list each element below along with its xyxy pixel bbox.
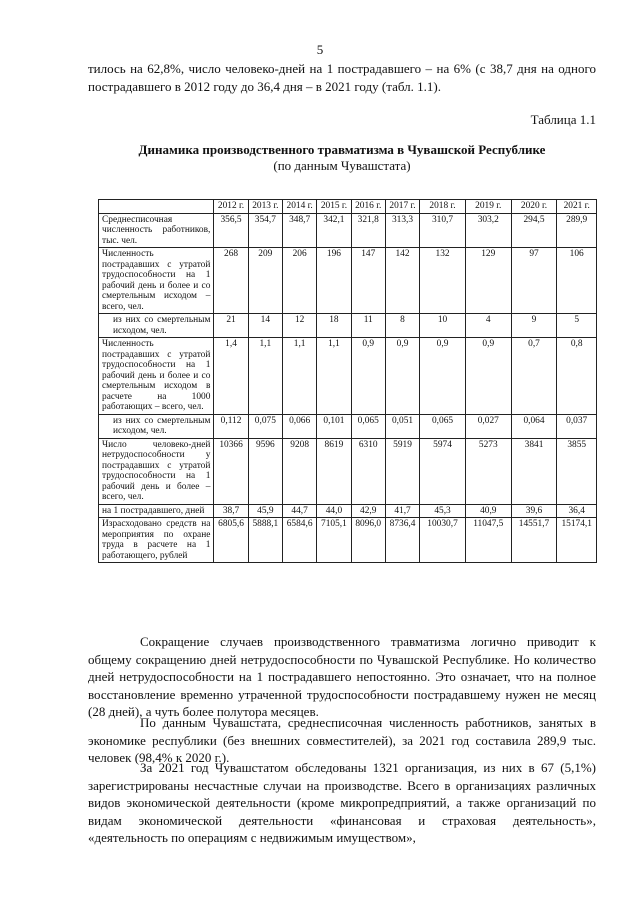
cell-value: 0,7	[511, 338, 557, 415]
cell-value: 0,065	[420, 414, 466, 438]
table-header-row	[99, 200, 597, 214]
cell-value: 9596	[248, 438, 282, 504]
cell-value: 129	[465, 248, 511, 314]
cell-value: 321,8	[351, 213, 385, 248]
injury-dynamics-table	[98, 199, 597, 563]
cell-value: 0,8	[557, 338, 597, 415]
cell-value: 11	[351, 314, 385, 338]
cell-value: 5	[557, 314, 597, 338]
cell-value: 10030,7	[420, 518, 466, 563]
header-empty	[99, 200, 214, 214]
cell-value: 132	[420, 248, 466, 314]
cell-value: 7105,1	[317, 518, 351, 563]
cell-value: 6805,6	[214, 518, 248, 563]
row-label: Израсходовано средств на мероприятия по охране труда в расчете на 1 работающего, рублей	[99, 518, 214, 563]
table-row	[99, 338, 597, 415]
table-label: Таблица 1.1	[530, 112, 596, 127]
cell-value: 1,1	[317, 338, 351, 415]
table-title: Динамика производственного травматизма в Чувашской Республике	[138, 142, 546, 157]
table-row	[99, 504, 597, 518]
table-subtitle: (по данным Чувашстата)	[273, 158, 411, 173]
cell-value: 8	[385, 314, 419, 338]
cell-value: 45,9	[248, 504, 282, 518]
cell-value: 342,1	[317, 213, 351, 248]
cell-value: 0,064	[511, 414, 557, 438]
cell-value: 5888,1	[248, 518, 282, 563]
cell-value: 313,3	[385, 213, 419, 248]
cell-value: 0,051	[385, 414, 419, 438]
header-year: 2017 г.	[385, 200, 419, 214]
cell-value: 206	[282, 248, 316, 314]
cell-value: 40,9	[465, 504, 511, 518]
cell-value: 147	[351, 248, 385, 314]
cell-value: 348,7	[282, 213, 316, 248]
cell-value: 10	[420, 314, 466, 338]
cell-value: 9	[511, 314, 557, 338]
cell-value: 21	[214, 314, 248, 338]
cell-value: 8736,4	[385, 518, 419, 563]
table-row	[99, 438, 597, 504]
cell-value: 0,112	[214, 414, 248, 438]
table-row	[99, 414, 597, 438]
body-paragraph: По данным Чувашстата, среднесписочная численность работников, занятых в экономике республики (без внешних совместителей), за 2021 год составила 289,9 тыс. человек (98,4% к 2020 г.).	[88, 715, 596, 765]
cell-value: 45,3	[420, 504, 466, 518]
page-number: 5	[316, 42, 324, 57]
cell-value: 41,7	[385, 504, 419, 518]
cell-value: 42,9	[351, 504, 385, 518]
cell-value: 8619	[317, 438, 351, 504]
cell-value: 0,027	[465, 414, 511, 438]
row-label: Численность пострадавших с утратой трудоспособности на 1 рабочий день и более и со смертельным исходом – всего, чел.	[99, 248, 214, 314]
cell-value: 38,7	[214, 504, 248, 518]
cell-value: 310,7	[420, 213, 466, 248]
cell-value: 0,9	[351, 338, 385, 415]
cell-value: 97	[511, 248, 557, 314]
cell-value: 0,101	[317, 414, 351, 438]
row-label: Число человеко-дней нетрудоспособности у пострадавших с утратой трудоспособности на 1 рабочий день и более – всего, чел.	[99, 438, 214, 504]
cell-value: 356,5	[214, 213, 248, 248]
header-year: 2016 г.	[351, 200, 385, 214]
cell-value: 14551,7	[511, 518, 557, 563]
cell-value: 36,4	[557, 504, 597, 518]
body-paragraph: За 2021 год Чувашстатом обследованы 1321 организация, из них в 67 (5,1%) зарегистрированы несчастные случаи на производстве. Всего в организациях различных видов экономической деятельности (кроме микропредприятий, а также организаций по видам экономической деятельности «финансовая и страховая деятельность», «деятельность по операциям с недвижимым имуществом»,	[88, 760, 596, 845]
cell-value: 15174,1	[557, 518, 597, 563]
row-label: на 1 пострадавшего, дней	[99, 504, 214, 518]
cell-value: 39,6	[511, 504, 557, 518]
cell-value: 0,075	[248, 414, 282, 438]
cell-value: 0,9	[385, 338, 419, 415]
cell-value: 11047,5	[465, 518, 511, 563]
row-label: Численность пострадавших с утратой трудоспособности на 1 рабочий день и более и со смертельным исходом в расчете на 1000 работающих – всего, чел.	[99, 338, 214, 415]
cell-value: 303,2	[465, 213, 511, 248]
cell-value: 44,0	[317, 504, 351, 518]
cell-value: 294,5	[511, 213, 557, 248]
header-year: 2020 г.	[511, 200, 557, 214]
table-title-block	[88, 142, 596, 174]
row-label: Среднесписочная численность работников, тыс. чел.	[99, 213, 214, 248]
table-row	[99, 518, 597, 563]
cell-value: 0,9	[420, 338, 466, 415]
cell-value: 4	[465, 314, 511, 338]
cell-value: 5974	[420, 438, 466, 504]
cell-value: 14	[248, 314, 282, 338]
cell-value: 6584,6	[282, 518, 316, 563]
cell-value: 8096,0	[351, 518, 385, 563]
cell-value: 12	[282, 314, 316, 338]
header-year: 2015 г.	[317, 200, 351, 214]
body-paragraph: Сокращение случаев производственного травматизма логично приводит к общему сокращению дней нетрудоспособности по Чувашской Республике. Но количество дней нетрудоспособности на 1 пострадавшего непостоянно. Это означает, что на полное восстановление временно утраченной трудоспособности пострадавшему нужен не месяц (28 дней), а чуть более полутора месяцев.	[88, 634, 596, 719]
cell-value: 5919	[385, 438, 419, 504]
cell-value: 1,1	[282, 338, 316, 415]
cell-value: 268	[214, 248, 248, 314]
intro-paragraph: тилось на 62,8%, число человеко-дней на 1 пострадавшего – на 6% (с 38,7 дня на одного пострадавшего в 2012 году до 36,4 дня – в 2021 году (табл. 1.1).	[88, 61, 596, 94]
header-year: 2013 г.	[248, 200, 282, 214]
cell-value: 9208	[282, 438, 316, 504]
header-year: 2018 г.	[420, 200, 466, 214]
table-row	[99, 248, 597, 314]
cell-value: 106	[557, 248, 597, 314]
cell-value: 209	[248, 248, 282, 314]
header-year: 2012 г.	[214, 200, 248, 214]
cell-value: 6310	[351, 438, 385, 504]
cell-value: 354,7	[248, 213, 282, 248]
cell-value: 10366	[214, 438, 248, 504]
header-year: 2014 г.	[282, 200, 316, 214]
cell-value: 5273	[465, 438, 511, 504]
cell-value: 44,7	[282, 504, 316, 518]
row-label: из них со смертельным исходом, чел.	[99, 314, 214, 338]
header-year: 2019 г.	[465, 200, 511, 214]
cell-value: 3855	[557, 438, 597, 504]
cell-value: 0,9	[465, 338, 511, 415]
row-label: из них со смертельным исходом, чел.	[99, 414, 214, 438]
cell-value: 289,9	[557, 213, 597, 248]
header-year: 2021 г.	[557, 200, 597, 214]
table-row	[99, 314, 597, 338]
cell-value: 18	[317, 314, 351, 338]
table-row	[99, 213, 597, 248]
cell-value: 0,037	[557, 414, 597, 438]
cell-value: 142	[385, 248, 419, 314]
cell-value: 3841	[511, 438, 557, 504]
cell-value: 1,1	[248, 338, 282, 415]
cell-value: 1,4	[214, 338, 248, 415]
cell-value: 0,066	[282, 414, 316, 438]
cell-value: 0,065	[351, 414, 385, 438]
cell-value: 196	[317, 248, 351, 314]
